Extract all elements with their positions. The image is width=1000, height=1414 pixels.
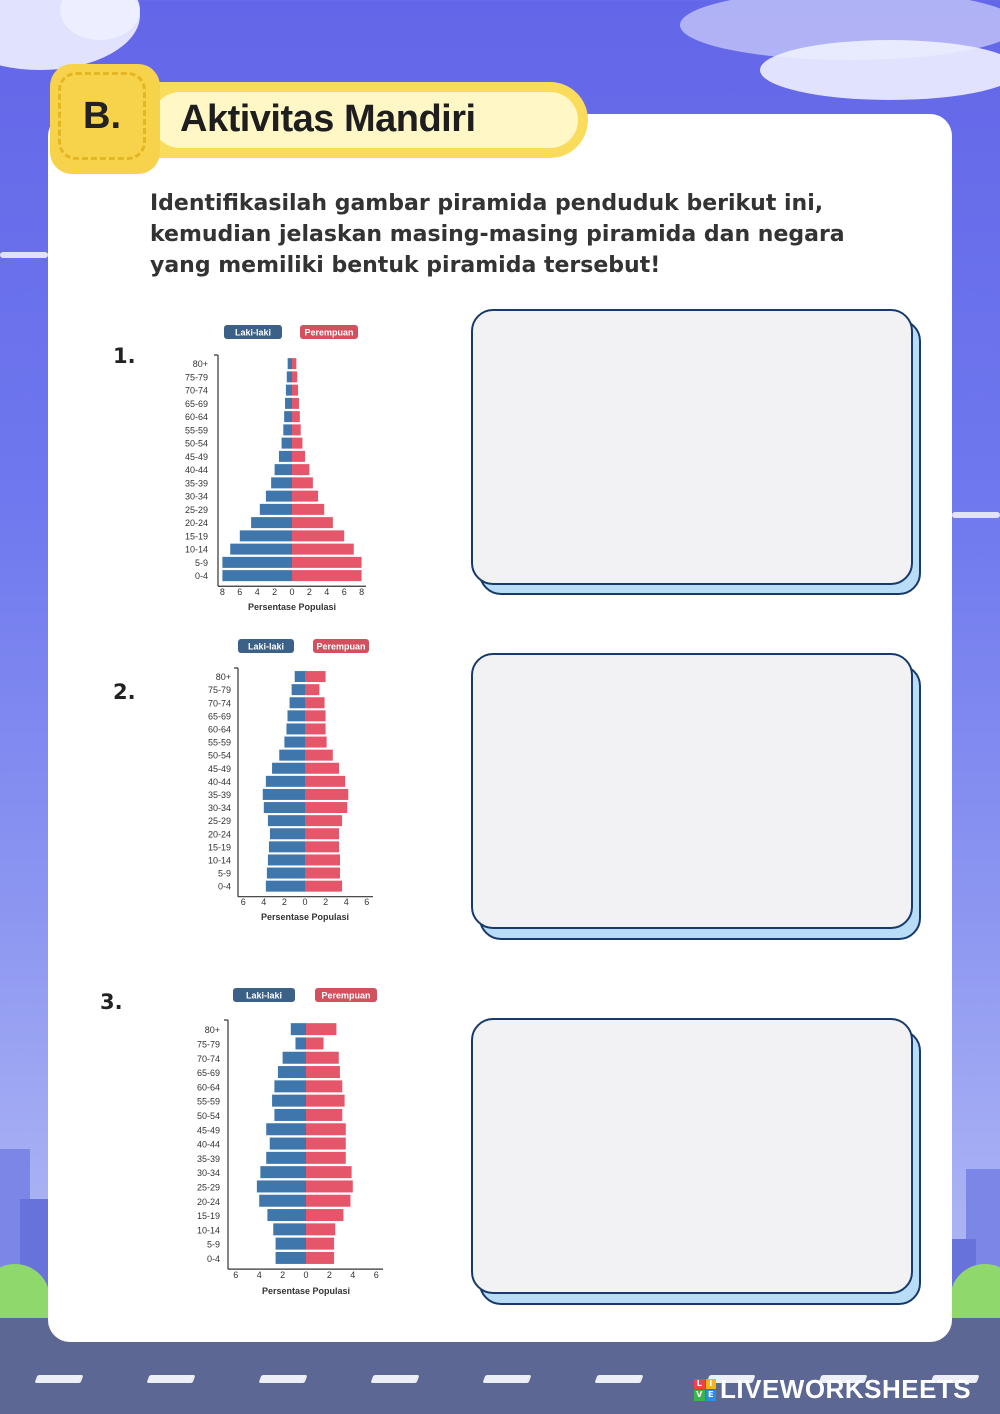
category-label: 10-14 xyxy=(184,544,208,555)
category-label: 20-24 xyxy=(207,829,231,840)
category-label: 15-19 xyxy=(207,842,231,853)
bar-female-70-74 xyxy=(306,1052,339,1064)
category-label: 10-14 xyxy=(196,1225,220,1236)
category-label: 80+ xyxy=(204,1025,220,1036)
x-axis-title: Persentase Populasi xyxy=(247,602,337,612)
item-number-1: 1. xyxy=(113,344,136,368)
x-tick-label: 2 xyxy=(306,587,312,597)
category-label: 40-44 xyxy=(184,465,208,476)
x-axis-title: Persentase Populasi xyxy=(260,912,350,922)
x-tick-label: 2 xyxy=(281,897,287,907)
bar-male-50-54 xyxy=(274,1109,306,1121)
liveworksheets-logo-icon: L I V E xyxy=(694,1379,716,1401)
bar-male-0-4 xyxy=(276,1252,306,1264)
category-label: 20-24 xyxy=(184,518,208,529)
category-label: 45-49 xyxy=(207,763,231,774)
x-axis-title: Persentase Populasi xyxy=(261,1286,351,1296)
category-label: 35-39 xyxy=(184,478,208,489)
x-tick-label: 4 xyxy=(350,1270,356,1280)
category-label: 60-64 xyxy=(207,724,231,735)
category-label: 0-4 xyxy=(194,571,208,582)
item-number-3: 3. xyxy=(100,990,123,1014)
category-label: 70-74 xyxy=(207,698,231,709)
category-label: 25-29 xyxy=(184,504,208,515)
category-label: 70-74 xyxy=(196,1053,220,1064)
legend-female-label: Perempuan xyxy=(304,327,354,338)
category-label: 30-34 xyxy=(196,1168,220,1179)
legend-female-label: Perempuan xyxy=(321,990,371,1001)
category-label: 75-79 xyxy=(196,1039,220,1050)
category-label: 25-29 xyxy=(196,1182,220,1193)
x-tick-label: 4 xyxy=(254,587,260,597)
bar-female-35-39 xyxy=(306,1152,346,1164)
bar-male-70-74 xyxy=(283,1052,306,1064)
x-tick-label: 2 xyxy=(280,1270,286,1280)
x-tick-label: 4 xyxy=(256,1270,262,1280)
bar-male-15-19 xyxy=(267,1209,306,1221)
answer-box-1[interactable] xyxy=(471,309,913,585)
category-label: 15-19 xyxy=(196,1211,220,1222)
category-label: 30-34 xyxy=(207,803,231,814)
category-label: 0-4 xyxy=(206,1253,220,1264)
category-label: 55-59 xyxy=(207,737,231,748)
x-tick-label: 8 xyxy=(359,587,365,597)
bar-female-25-29 xyxy=(306,1180,353,1192)
x-tick-label: 0 xyxy=(289,587,295,597)
section-letter: B. xyxy=(83,94,121,137)
category-label: 45-49 xyxy=(196,1125,220,1136)
legend-male-label: Laki-laki xyxy=(234,327,272,338)
category-label: 35-39 xyxy=(207,789,231,800)
bar-female-40-44 xyxy=(306,1138,346,1150)
category-label: 20-24 xyxy=(196,1196,220,1207)
bar-female-75-79 xyxy=(306,1037,324,1049)
liveworksheets-wordmark: LIVEWORKSHEETS xyxy=(720,1374,972,1404)
x-tick-label: 2 xyxy=(326,1270,332,1280)
x-tick-label: 0 xyxy=(303,1270,309,1280)
category-label: 75-79 xyxy=(207,685,231,696)
category-label: 55-59 xyxy=(184,425,208,436)
category-label: 65-69 xyxy=(207,711,231,722)
bar-male-20-24 xyxy=(259,1195,306,1207)
section-title: Aktivitas Mandiri xyxy=(180,98,476,140)
x-tick-label: 6 xyxy=(233,1270,239,1280)
x-tick-label: 4 xyxy=(261,897,267,907)
category-label: 60-64 xyxy=(196,1082,220,1093)
bar-male-45-49 xyxy=(266,1123,306,1135)
category-label: 40-44 xyxy=(207,776,231,787)
x-tick-label: 6 xyxy=(240,897,246,907)
category-label: 25-29 xyxy=(207,816,231,827)
category-label: 45-49 xyxy=(184,451,208,462)
liveworksheets-brand xyxy=(694,1374,971,1405)
x-tick-label: 4 xyxy=(343,897,349,907)
bar-female-0-4 xyxy=(306,1252,334,1264)
bar-female-15-19 xyxy=(306,1209,343,1221)
bar-female-10-14 xyxy=(306,1223,335,1235)
x-tick-label: 2 xyxy=(323,897,329,907)
category-label: 0-4 xyxy=(217,881,231,892)
bar-male-65-69 xyxy=(278,1066,306,1078)
bar-female-55-59 xyxy=(306,1095,345,1107)
category-label: 75-79 xyxy=(184,372,208,383)
category-label: 65-69 xyxy=(184,398,208,409)
legend-male-label: Laki-laki xyxy=(245,990,283,1001)
bar-female-50-54 xyxy=(306,1109,342,1121)
x-tick-label: 0 xyxy=(302,897,308,907)
bar-female-45-49 xyxy=(306,1123,346,1135)
bar-male-40-44 xyxy=(270,1138,306,1150)
bar-male-5-9 xyxy=(276,1238,306,1250)
bar-female-20-24 xyxy=(306,1195,350,1207)
category-label: 80+ xyxy=(192,359,208,370)
x-tick-label: 2 xyxy=(272,587,278,597)
bar-female-5-9 xyxy=(306,1238,334,1250)
x-tick-label: 6 xyxy=(373,1270,379,1280)
category-label: 70-74 xyxy=(184,385,208,396)
category-label: 55-59 xyxy=(196,1096,220,1107)
legend-female-label: Perempuan xyxy=(316,641,366,652)
category-label: 35-39 xyxy=(196,1153,220,1164)
category-label: 5-9 xyxy=(206,1239,220,1250)
bar-female-65-69 xyxy=(306,1066,340,1078)
category-label: 50-54 xyxy=(184,438,208,449)
bar-male-80+ xyxy=(291,1023,306,1035)
x-tick-label: 8 xyxy=(219,587,225,597)
item-number-2: 2. xyxy=(113,680,136,704)
bar-male-25-29 xyxy=(257,1180,306,1192)
x-tick-label: 6 xyxy=(364,897,370,907)
bar-female-30-34 xyxy=(306,1166,352,1178)
category-label: 10-14 xyxy=(207,855,231,866)
category-label: 80+ xyxy=(215,672,231,683)
category-label: 50-54 xyxy=(207,750,231,761)
category-label: 5-9 xyxy=(194,557,208,568)
answer-box-3[interactable] xyxy=(471,1018,913,1294)
category-label: 60-64 xyxy=(184,412,208,423)
category-label: 15-19 xyxy=(184,531,208,542)
category-label: 5-9 xyxy=(217,868,231,879)
bar-male-60-64 xyxy=(274,1080,306,1092)
instructions-text: Identifikasilah gambar piramida penduduk berikut ini, kemudian jelaskan masing-masing piramida dan negara yang memiliki bentuk piramida tersebut! xyxy=(150,191,845,278)
category-label: 30-34 xyxy=(184,491,208,502)
x-tick-label: 6 xyxy=(341,587,347,597)
x-tick-label: 6 xyxy=(237,587,243,597)
answer-box-2[interactable] xyxy=(471,653,913,929)
bar-male-10-14 xyxy=(273,1223,306,1235)
bar-female-60-64 xyxy=(306,1080,342,1092)
category-label: 40-44 xyxy=(196,1139,220,1150)
bar-male-75-79 xyxy=(295,1037,306,1049)
bar-male-55-59 xyxy=(272,1095,306,1107)
bar-male-30-34 xyxy=(260,1166,306,1178)
legend-male-label: Laki-laki xyxy=(247,641,285,652)
category-label: 50-54 xyxy=(196,1110,220,1121)
bar-male-35-39 xyxy=(266,1152,306,1164)
bar-female-80+ xyxy=(306,1023,336,1035)
x-tick-label: 4 xyxy=(324,587,330,597)
category-label: 65-69 xyxy=(196,1068,220,1079)
